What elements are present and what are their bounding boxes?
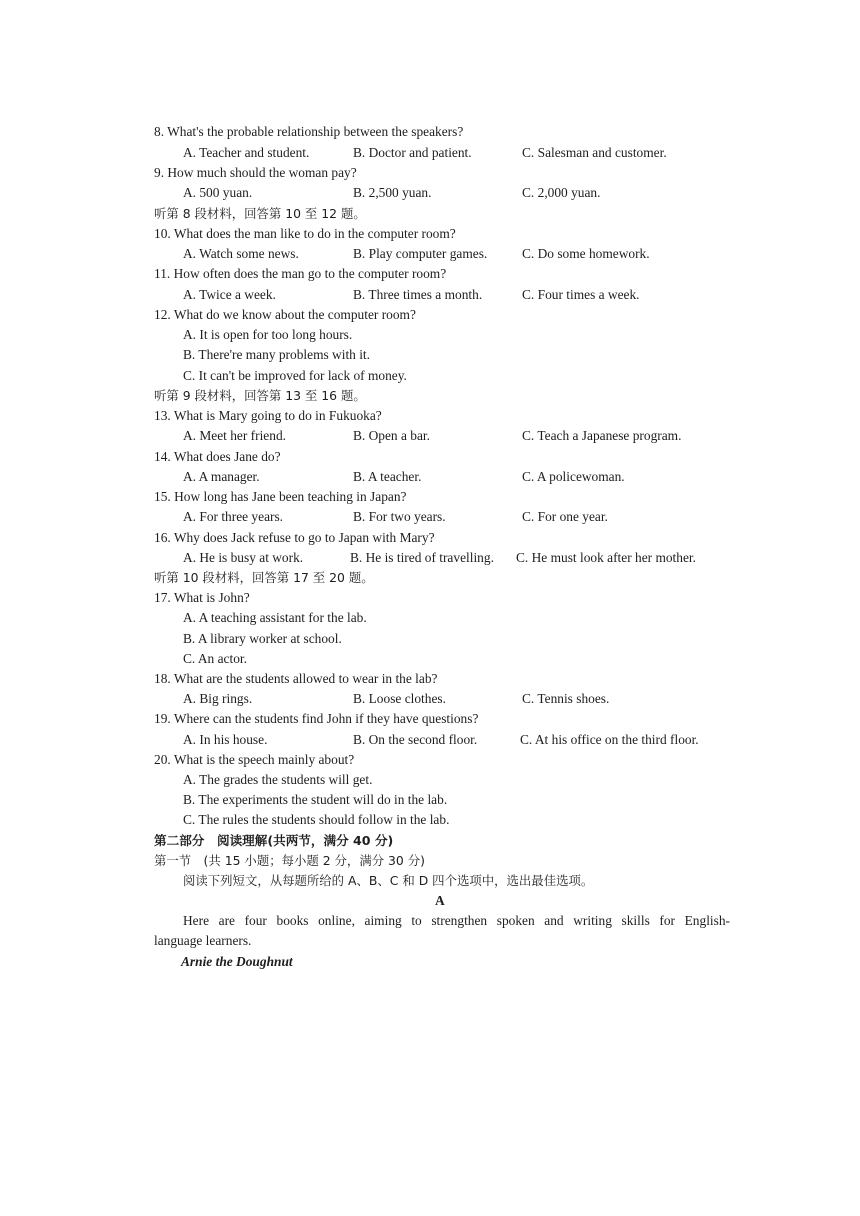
question-12-option-a: A. It is open for too long hours.	[183, 327, 353, 342]
listening-intro-10: 听第 10 段材料，回答第 17 至 20 题。	[154, 570, 374, 585]
question-9-option-b: B. 2,500 yuan.	[353, 185, 432, 200]
question-20-stem: 20. What is the speech mainly about?	[154, 752, 355, 767]
question-20-option-b: B. The experiments the student will do in the lab.	[183, 792, 448, 807]
passage-intro-line-1: Here are four books online, aiming to strengthen spoken and writing skills for English-	[183, 913, 730, 928]
question-10-option-b: B. Play computer games.	[353, 246, 488, 261]
question-15-stem: 15. How long has Jane been teaching in Japan?	[154, 489, 407, 504]
question-18-option-b: B. Loose clothes.	[353, 691, 446, 706]
listening-intro-9: 听第 9 段材料，回答第 13 至 16 题。	[154, 388, 366, 403]
question-14-option-c: C. A policewoman.	[522, 469, 625, 484]
part-two-heading: 第二部分 阅读理解(共两节，满分 40 分)	[154, 833, 394, 848]
question-10-option-a: A. Watch some news.	[183, 246, 299, 261]
question-8-option-a: A. Teacher and student.	[183, 145, 310, 160]
question-13-stem: 13. What is Mary going to do in Fukuoka?	[154, 408, 382, 423]
question-16-option-c: C. He must look after her mother.	[516, 550, 696, 565]
question-18-option-a: A. Big rings.	[183, 691, 253, 706]
question-17-option-a: A. A teaching assistant for the lab.	[183, 610, 367, 625]
reading-instruction: 阅读下列短文，从每题所给的 A、B、C 和 D 四个选项中，选出最佳选项。	[183, 873, 594, 888]
question-10-option-c: C. Do some homework.	[522, 246, 650, 261]
question-9-option-a: A. 500 yuan.	[183, 185, 253, 200]
question-16-stem: 16. Why does Jack refuse to go to Japan with Mary?	[154, 530, 435, 545]
question-17-option-b: B. A library worker at school.	[183, 631, 342, 646]
question-19-stem: 19. Where can the students find John if they have questions?	[154, 711, 479, 726]
listening-intro-8: 听第 8 段材料，回答第 10 至 12 题。	[154, 206, 366, 221]
question-12-option-c: C. It can't be improved for lack of money.	[183, 368, 407, 383]
section-one-heading: 第一节 (共 15 小题；每小题 2 分，满分 30 分)	[154, 853, 425, 868]
question-10-stem: 10. What does the man like to do in the computer room?	[154, 226, 456, 241]
question-16-option-b: B. He is tired of travelling.	[350, 550, 494, 565]
question-12-option-b: B. There're many problems with it.	[183, 347, 370, 362]
question-17-option-c: C. An actor.	[183, 651, 247, 666]
passage-intro-line-2: language learners.	[154, 933, 252, 948]
question-15-option-b: B. For two years.	[353, 509, 446, 524]
question-12-stem: 12. What do we know about the computer room?	[154, 307, 416, 322]
question-19-option-a: A. In his house.	[183, 732, 268, 747]
question-19-option-c: C. At his office on the third floor.	[520, 732, 699, 747]
question-9-option-c: C. 2,000 yuan.	[522, 185, 601, 200]
question-15-option-c: C. For one year.	[522, 509, 608, 524]
question-8-option-b: B. Doctor and patient.	[353, 145, 472, 160]
question-20-option-c: C. The rules the students should follow in the lab.	[183, 812, 450, 827]
question-15-option-a: A. For three years.	[183, 509, 284, 524]
question-11-option-a: A. Twice a week.	[183, 287, 276, 302]
question-18-stem: 18. What are the students allowed to wear in the lab?	[154, 671, 438, 686]
question-14-option-a: A. A manager.	[183, 469, 260, 484]
question-13-option-b: B. Open a bar.	[353, 428, 430, 443]
book-title: Arnie the Doughnut	[181, 954, 293, 969]
question-19-option-b: B. On the second floor.	[353, 732, 478, 747]
question-17-stem: 17. What is John?	[154, 590, 250, 605]
question-14-option-b: B. A teacher.	[353, 469, 422, 484]
question-13-option-c: C. Teach a Japanese program.	[522, 428, 682, 443]
question-16-option-a: A. He is busy at work.	[183, 550, 304, 565]
question-8-option-c: C. Salesman and customer.	[522, 145, 667, 160]
passage-label: A	[435, 893, 445, 908]
question-8-stem: 8. What's the probable relationship between the speakers?	[154, 124, 464, 139]
question-11-stem: 11. How often does the man go to the computer room?	[154, 266, 447, 281]
question-18-option-c: C. Tennis shoes.	[522, 691, 610, 706]
question-11-option-b: B. Three times a month.	[353, 287, 483, 302]
question-20-option-a: A. The grades the students will get.	[183, 772, 373, 787]
question-14-stem: 14. What does Jane do?	[154, 449, 281, 464]
question-13-option-a: A. Meet her friend.	[183, 428, 286, 443]
question-9-stem: 9. How much should the woman pay?	[154, 165, 357, 180]
question-11-option-c: C. Four times a week.	[522, 287, 640, 302]
